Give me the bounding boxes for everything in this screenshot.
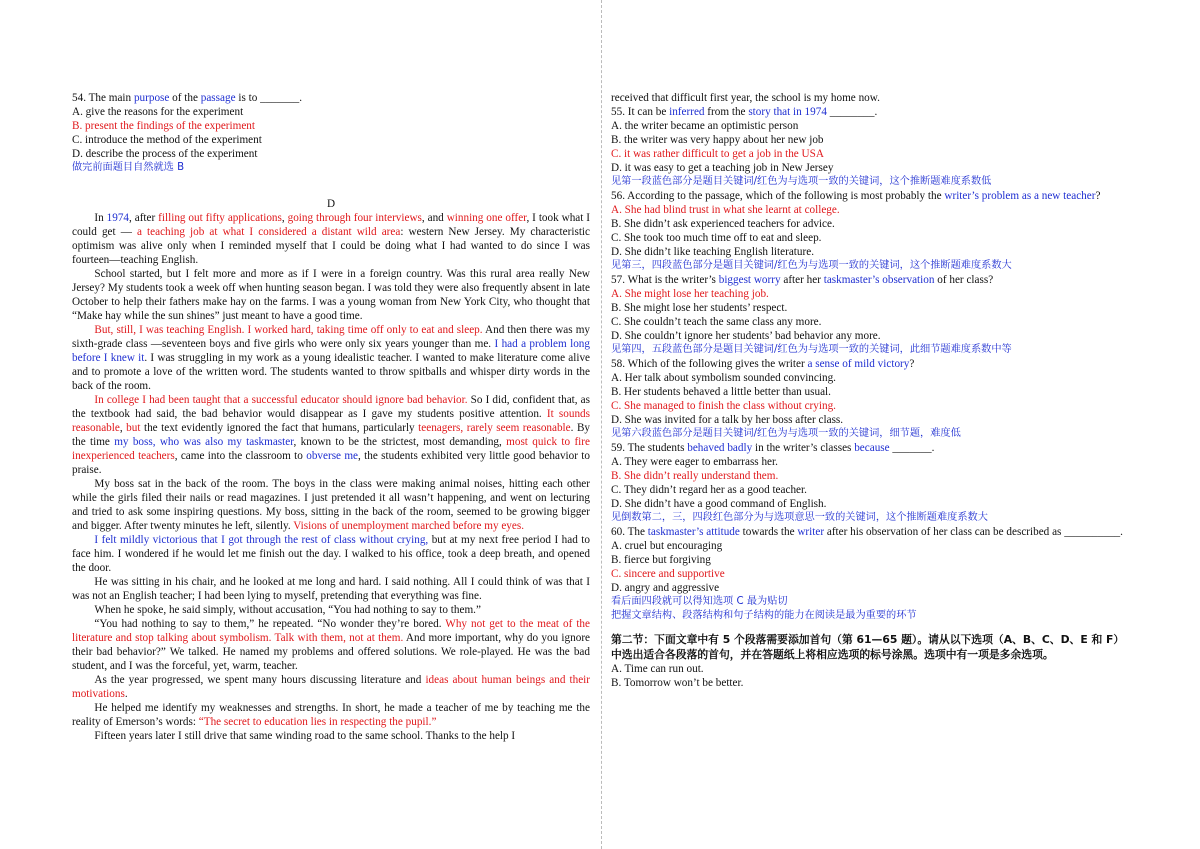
paragraph-3: But, still, I was teaching English. I worked hard, taking time off only to eat and sleep. And then there was my sixth-grade class —seventeen boys and five girls who were only six years younger than me. I had a problem long before I knew it. I was struggling in my work as a young idealistic teacher. I wanted to make literature come alive and to promote a love of the written word. The students wanted to throw spitballs and whisper dirty words in the back of the room.: [72, 324, 590, 392]
question-57: 57. What is the writer’s biggest worry after her taskmaster’s observation of her class?: [611, 274, 994, 286]
q57-option-c: C. She couldn’t teach the same class any more.: [611, 316, 822, 328]
q56-option-a: A. She had blind trust in what she learnt at college.: [611, 204, 840, 216]
q56-option-c: C. She took too much time off to eat and sleep.: [611, 232, 822, 244]
q55-option-a: A. the writer became an optimistic person: [611, 120, 799, 132]
q55-option-c: C. it was rather difficult to get a job in the USA: [611, 148, 824, 160]
paragraph-10: As the year progressed, we spent many hours discussing literature and ideas about human beings and their motivations.: [72, 674, 591, 700]
paragraph-6: I felt mildly victorious that I got through the rest of class without crying, but at my next free period I had to face him. I wondered if he would let me finish out the day. I walked to his office, took a deep breath, and opened the door.: [72, 534, 590, 574]
q59-option-a: A. They were eager to embarrass her.: [611, 456, 778, 468]
q54-option-a: A. give the reasons for the experiment: [72, 106, 244, 118]
paragraph-4: In college I had been taught that a successful educator should ignore bad behavior. So I did, confident that, as the textbook had said, the bad behavior would disappear as I gave my students positive attention. It sounds reasonable, but the text evidently ignored the fact that humans, particularly teenagers, rarely seem reasonable. By the time my boss, who was also my taskmaster, known to be the strictest, most demanding, most quick to fire inexperienced teachers, came into the classroom to obverse me, the students exhibited very little good behavior to praise.: [72, 394, 591, 476]
q54-option-d: D. describe the process of the experiment: [72, 148, 258, 160]
q54-note: 做完前面题目自然就选 B: [72, 162, 185, 173]
question-56: 56. According to the passage, which of the following is most probably the writer’s problem as a new teacher?: [611, 190, 1101, 202]
q57-option-d: D. She couldn’t ignore her students’ bad behavior any more.: [611, 330, 881, 342]
q58-option-a: A. Her talk about symbolism sounded convincing.: [611, 372, 836, 384]
q57-option-b: B. She might lose her students’ respect.: [611, 302, 788, 314]
s2-option-a: A. Time can run out.: [611, 663, 704, 675]
paragraph-2: School started, but I felt more and more as if I were in a foreign country. Was this rural area really New Jersey? My students took a week off when hunting season began. I was told they were also frequently absent in late October to help their fathers make hay on the farms. I was a young woman from New York City, who thought that “Make hay while the sun shines” just meant to have a good time.: [72, 268, 590, 322]
q57-option-a: A. She might lose her teaching job.: [611, 288, 769, 300]
q60-note-1: 看后面四段就可以得知选项 C 最为贴切: [611, 596, 788, 607]
question-54: 54. The main purpose of the passage is to _______.: [72, 92, 303, 104]
q60-option-b: B. fierce but forgiving: [611, 554, 711, 566]
question-59: 59. The students behaved badly in the writer’s classes because _______.: [611, 442, 935, 454]
q59-option-d: D. She didn’t have a good command of English.: [611, 498, 827, 510]
section-letter: D: [326, 198, 336, 210]
paragraph-7: He was sitting in his chair, and he looked at me long and hard. I said nothing. All I could think of was that I was not an English teacher; I had been lying to myself, pretending that everything was fine.: [72, 576, 590, 602]
q60-option-c: C. sincere and supportive: [611, 568, 725, 580]
q58-note: 见第六段蓝色部分是题目关键词/红色为与选项一致的关键词，细节题，难度低: [611, 428, 961, 439]
q60-option-d: D. angry and aggressive: [611, 582, 720, 594]
s2-option-b: B. Tomorrow won’t be better.: [611, 677, 744, 689]
left-column: [72, 91, 590, 743]
q56-option-d: D. She didn’t like teaching English literature.: [611, 246, 814, 258]
q59-option-b: B. She didn’t really understand them.: [611, 470, 779, 482]
paragraph-8: When he spoke, he said simply, without accusation, “You had nothing to say to them.”: [94, 604, 481, 616]
q55-note: 见第一段蓝色部分是题目关键词/红色为与选项一致的关键词，这个推断题难度系数低: [611, 176, 992, 187]
q60-note-2: 把握文章结构、段落结构和句子结构的能力在阅读是最为重要的环节: [611, 610, 917, 621]
right-column: [611, 91, 1128, 690]
q60-option-a: A. cruel but encouraging: [611, 540, 723, 552]
q58-option-c: C. She managed to finish the class without crying.: [611, 400, 836, 412]
q59-note: 见倒数第二，三，四段红色部分为与选项意思一致的关键词，这个推断题难度系数大: [611, 512, 988, 523]
q54-option-b: B. present the findings of the experiment: [72, 120, 255, 132]
q56-note: 见第三，四段蓝色部分是题目关键词/红色为与选项一致的关键词，这个推断题难度系数大: [611, 260, 1012, 271]
q57-note: 见第四，五段蓝色部分是题目关键词/红色为与选项一致的关键词，此细节题难度系数中等: [611, 344, 1012, 355]
section-2-instructions: 第二节：下面文章中有 5 个段落需要添加首句（第 61—65 题）。请从以下选项（A、B、C、D、E 和 F）中选出适合各段落的首句，并在答题纸上将相应选项的标号涂黑。选项中有一项是多余选项。: [611, 633, 1125, 661]
paragraph-1: In 1974, after filling out fifty applications, going through four interviews, and winning one offer, I took what I could get — a teaching job at what I considered a distant wild area: western New Jersey. My characteristic optimism was alive only when I reminded myself that I could be doing what I had wanted to do since I was fourteen—teaching English.: [72, 212, 591, 266]
q56-option-b: B. She didn’t ask experienced teachers for advice.: [611, 218, 835, 230]
q55-option-b: B. the writer was very happy about her new job: [611, 134, 824, 146]
question-55: 55. It can be inferred from the story that in 1974 ________.: [611, 106, 878, 118]
paragraph-9: “You had nothing to say to them,” he repeated. “No wonder they’re bored. Why not get to the meat of the literature and stop talking about symbolism. Talk with them, not at them. And more important, why do you ignore their bad behavior?” We talked. He named my problems and offered solutions. We role-played. He was the bad student, and I was the forceful, yet, warm, teacher.: [72, 618, 591, 672]
q59-option-c: C. They didn’t regard her as a good teacher.: [611, 484, 807, 496]
q54-option-c: C. introduce the method of the experiment: [72, 134, 262, 146]
q58-option-b: B. Her students behaved a little better than usual.: [611, 386, 831, 398]
q58-option-d: D. She was invited for a talk by her boss after class.: [611, 414, 844, 426]
paragraph-12: Fifteen years later I still drive that same winding road to the same school. Thanks to the help I: [94, 730, 516, 742]
question-60: 60. The taskmaster’s attitude towards the writer after his observation of her class can be described as __________.: [611, 526, 1123, 538]
paragraph-12-continued: received that difficult first year, the school is my home now.: [611, 92, 880, 104]
q55-option-d: D. it was easy to get a teaching job in New Jersey: [611, 162, 834, 174]
paragraph-5: My boss sat in the back of the room. The boys in the class were making animal noises, hitting each other while the girls filed their nails or read magazines. I just pretended it all wasn’t happening, and went on lecturing and tried to ask some inspiring questions. My boss, sitting in the back of the room, seemed to be growing bigger and bigger. After twenty minutes he left, silently. Visions of unemployment marched before my eyes.: [72, 478, 590, 532]
column-divider: [601, 0, 602, 849]
paragraph-11: He helped me identify my weaknesses and strengths. In short, he made a teacher of me by teaching me the reality of Emerson’s words: “The secret to education lies in respecting the pupil.”: [72, 702, 590, 728]
question-58: 58. Which of the following gives the writer a sense of mild victory?: [611, 358, 915, 370]
